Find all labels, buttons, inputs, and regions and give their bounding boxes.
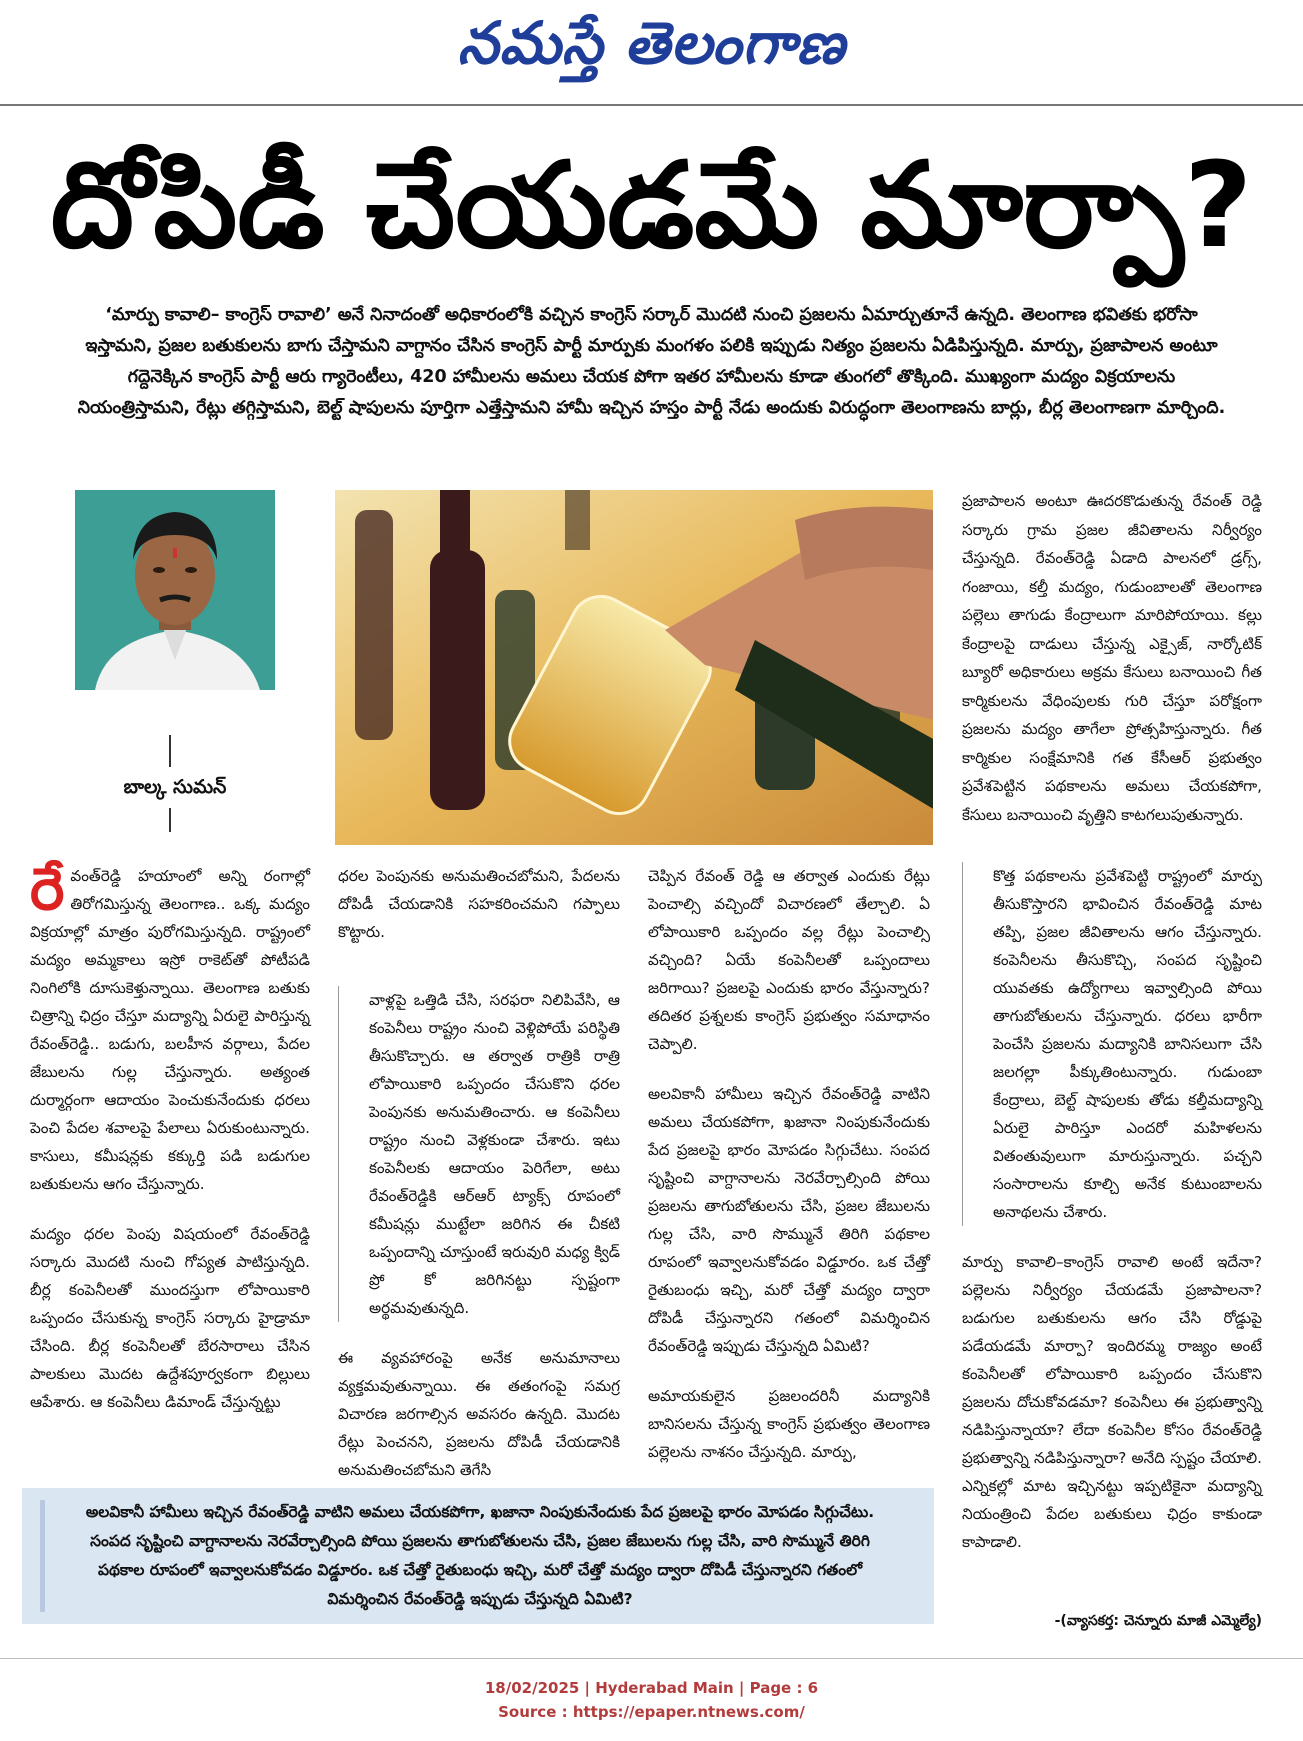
- byline-divider-top: [169, 735, 171, 767]
- col1-paragraph-1: వంత్‌రెడ్డి హయాంలో అన్ని రంగాల్లో తిరోగమిస్తున్న తెలంగాణ.. ఒక్క మద్యం విక్రయాల్లో మాత్రం పురోగమిస్తున్నది. రాష్ట్రంలో మద్యం అమ్మకాలు ఇస్రో రాకెట్‌తో పోటీపడి నింగిలోకి దూసుకెళ్తున్నాయి. తెలంగాణ బతుకు చిత్రాన్ని ఛిద్రం చేస్తూ మద్యాన్ని ఏరులై పారిస్తున్న రేవంత్‌రెడ్డి.. బడుగు, బలహీన వర్గాలు, పేదల జేబులను గుల్ల చేస్తున్నారు. అత్యంత దుర్మార్గంగా ఆదాయం పెంచుకునేందుకు ధరలు పెంచి పేదల శవాలపై పేలాలు ఏరుకుంటున్నారు. కాసులు, కమీషన్లకు కక్కుర్తి పడి బడుగుల బతుకులను ఆగం చేస్తున్నారు.: [30, 867, 310, 1193]
- col1-paragraph-2: మద్యం ధరల పెంపు విషయంలో రేవంత్‌రెడ్డి సర్కారు మొదటి నుంచి గోప్యత పాటిస్తున్నది. బీర్ల కంపెనీలతో ముందస్తుగా లోపాయికారి ఒప్పందం చేసుకున్న కాంగ్రెస్ సర్కారు హైడ్రామా చేసింది. బీర్ల కంపెనీలతో బేరసారాలు చేసిన పాలకులు మొదట ఉద్దేశపూర్వకంగా బిల్లులు ఆపేశారు. ఆ కంపెనీలు డిమాండ్ చేస్తున్నట్టు: [30, 1225, 310, 1411]
- column-4: [962, 862, 1262, 1556]
- col2-paragraph-1: ధరల పెంపునకు అనుమతించబోమని, పేదలను దోపిడీ చేయడానికి సహకరించమని గప్పాలు కొట్టారు.: [338, 867, 620, 941]
- column-3: [648, 862, 930, 1466]
- col2-paragraph-3: ఈ వ్యవహారంపై అనేక అనుమానాలు వ్యక్తమవుతున్నాయి. ఈ తతంగంపై సమగ్ర విచారణ జరగాల్సిన అవసరం ఉన్నది. మొదట రేట్లు పెంచనని, ప్రజలను దోపిడీ చేయడానికి అనుమతించబోమని తెగేసి: [338, 1349, 620, 1479]
- pullquote-text: అలవికానీ హామీలు ఇచ్చిన రేవంత్‌రెడ్డి వాటిని అమలు చేయకపోగా, ఖజానా నింపుకునేందుకు పేద ప్రజలపై భారం మోపడం సిగ్గుచేటు. సంపద సృష్టించి వాగ్దానాలను నెరవేర్చాల్సింది పోయి ప్రజలను తాగుబోతులను చేసి, ప్రజల జేబులను గుల్ల చేసి, వారి సొమ్మునే తిరిగి పథకాల రూపంలో ఇవ్వాలనుకోవడం విడ్డూరం. ఒక చేత్తో రైతుబంధు ఇచ్చి, మరో చేత్తో మద్యం ద్వారా దోపిడీ చేస్తున్నారని గతంలో విమర్శించిన రేవంత్‌రెడ్డి ఇప్పుడు చేస్తున్నది ఏమిటి?: [85, 1503, 875, 1608]
- dropcap: రే: [30, 855, 65, 923]
- col4-top-paragraph: ప్రజాపాలన అంటూ ఊదరకొడుతున్న రేవంత్ రెడ్డి సర్కారు గ్రామ ప్రజల జీవితాలను నిర్వీర్యం చేస్తున్నది. రేవంత్‌రెడ్డి ఏడాది పాలనలో డ్రగ్స్, గంజాయి, కల్తీ మద్యం, గుడుంబాలతో తెలంగాణ పల్లెలు తాగుడు కేంద్రాలుగా మారిపోయాయి. కల్లు కేంద్రాలపై దాడులు చేస్తున్న ఎక్సైజ్, నార్కోటిక్ బ్యూరో అధికారులు అక్రమ కేసులు బనాయించి గీత కార్మికులను వేధింపులకు గురి చేస్తూ పరోక్షంగా ప్రజలను మద్యం తాగేలా ప్రోత్సహిస్తున్నారు. గీత కార్మికుల సంక్షేమానికి గత కేసీఆర్ ప్రభుత్వం ప్రవేశపెట్టిన పథకాలను అమలు చేయకపోగా, కేసులు బనాయించి వృత్తిని కాటగలుపుతున్నారు.: [962, 492, 1262, 824]
- col3-paragraph-1: చెప్పిన రేవంత్ రెడ్డి ఆ తర్వాత ఎందుకు రేట్లు పెంచాల్సి వచ్చిందో విచారణలో తేల్చాలి. ఏ లోపాయికారి ఒప్పందం వల్ల రేట్లు పెంచాల్సి వచ్చింది? ఏయే కంపెనీలతో ఒప్పందాలు జరిగాయి? ప్రజలపై ఎందుకు భారం వేస్తున్నారు? తదితర ప్రశ్నలకు కాంగ్రెస్ ప్రభుత్వం సమాధానం చెప్పాలి.: [648, 867, 930, 1053]
- headline-block: [20, 125, 1283, 285]
- bottom-divider: [0, 1658, 1303, 1659]
- top-divider: [0, 104, 1303, 106]
- byline: బాల్క సుమన్: [123, 776, 227, 798]
- pullquote-accent: [40, 1500, 45, 1612]
- column-4-top: [962, 487, 1262, 829]
- column-1: [30, 855, 310, 1416]
- main-photo: [335, 490, 933, 845]
- col3-paragraph-3: అమాయకులైన ప్రజలందరినీ మద్యానికి బానిసలను చేస్తున్న కాంగ్రెస్ ప్రభుత్వం తెలంగాణ పల్లెలను నాశనం చేస్తున్నది. మార్పు,: [648, 1387, 930, 1461]
- col2-paragraph-2: వాళ్లపై ఒత్తిడి చేసి, సరఫరా నిలిపివేసి, ఆ కంపెనీలు రాష్ట్రం నుంచి వెళ్లిపోయే పరిస్థితి తీసుకొచ్చారు. ఆ తర్వాత రాత్రికి రాత్రి లోపాయికారి ఒప్పందం చేసుకొని ధరల పెంపునకు అనుమతించారు. ఆ కంపెనీలు రాష్ట్రం నుంచి వెళ్లకుండా చేశారు. ఇటు కంపెనీలకు ఆదాయం పెరిగేలా, అటు రేవంత్‌రెడ్డికి ఆర్‌ఆర్ ట్యాక్స్ రూపంలో కమీషన్లు ముట్టేలా జరిగిన ఈ చీకటి ఒప్పందాన్ని చూస్తుంటే ఇరువురి మధ్య క్విడ్ ప్రో కో జరిగినట్టు స్పష్టంగా అర్థమవుతున్నది.: [338, 986, 620, 1322]
- column-2: [338, 862, 620, 1484]
- byline-divider-bottom: [169, 808, 171, 832]
- masthead: [0, 0, 1303, 100]
- headline: దోపిడీ చేయడమే మార్పా?: [50, 136, 1253, 274]
- col4-paragraph-2: మార్పు కావాలి–కాంగ్రెస్ రావాలి అంటే ఇదేనా? పల్లెలను నిర్వీర్యం చేయడమే ప్రజాపాలనా? బడుగుల బతుకులను ఆగం చేసి రోడ్డుపై పడేయడమే మార్పా? ఇందిరమ్మ రాజ్యం అంటే కంపెనీలతో లోపాయికారి ఒప్పందం చేసుకొని ప్రజలను దోచుకోవడమా? కంపెనీలు ఈ ప్రభుత్వాన్ని నడిపిస్తున్నాయా? లేదా కంపెనీల కోసం రేవంత్‌రెడ్డి ప్రభుత్వాన్ని నడిపిస్తున్నారా? అనేది స్పష్టం చేయాలి. ఎన్నికల్లో మాట ఇచ్చినట్టు ఇప్పటికైనా మద్యాన్ని నియంత్రించి పేదల బతుకులు ఛిద్రం కాకుండా కాపాడాలి.: [962, 1253, 1262, 1551]
- masthead-title: నమస్తే తెలంగాణ: [457, 8, 846, 77]
- footer-date-edition: 18/02/2025 | Hyderabad Main | Page : 6: [484, 1679, 819, 1697]
- footer-source[interactable]: Source : https://epaper.ntnews.com/: [498, 1703, 805, 1721]
- intro-paragraph: ‘మార్పు కావాలి– కాంగ్రెస్ రావాలి’ అనే నినాదంతో అధికారంలోకి వచ్చిన కాంగ్రెస్ సర్కార్ మొదటి నుంచి ప్రజలను ఏమార్చుతూనే ఉన్నది. తెలంగాణ భవితకు భరోసా ఇస్తామని, ప్రజల బతుకులను బాగు చేస్తామని వాగ్దానం చేసిన కాంగ్రెస్ పార్టీ మార్పుకు మంగళం పలికి ఇప్పుడు నిత్యం ప్రజలను ఏడిపిస్తున్నది. మార్పు, ప్రజాపాలన అంటూ గద్దెనెక్కిన కాంగ్రెస్ పార్టీ ఆరు గ్యారెంటీలు, 420 హామీలను అమలు చేయక పోగా ఇతర హామీలను కూడా తుంగలో తొక్కింది. ముఖ్యంగా మద్యం విక్రయాలను నియంత్రిస్తామని, రేట్లు తగ్గిస్తామని, బెల్ట్ షాపులను పూర్తిగా ఎత్తేస్తామని హామీ ఇచ్చిన హస్తం పార్టీ నేడు అందుకు విరుద్ధంగా తెలంగాణను బార్లు, బీర్ల తెలంగాణగా మార్చింది.: [77, 305, 1226, 418]
- author-note: -(వ్యాసకర్త: చెన్నూరు మాజీ ఎమ్మెల్యే): [1054, 1613, 1262, 1629]
- col4-paragraph-1: కొత్త పథకాలను ప్రవేశపెట్టి రాష్ట్రంలో మార్పు తీసుకొస్తారని భావించిన రేవంత్‌రెడ్డి మాట తప్పి, ప్రజల జీవితాలను ఆగం చేస్తున్నారు. కంపెనీలను తీసుకొచ్చి, సంపద సృష్టించి యువతకు ఉద్యోగాలు ఇవ్వాల్సింది పోయి తాగుబోతులను చేస్తున్నారు. ధరలు భారీగా పెంచేసి ప్రజలను మద్యానికి బానిసలుగా చేసి జలగల్లా పీక్కుతింటున్నారు. గుడుంబా కేంద్రాలు, బెల్ట్ షాపులకు తోడు కల్తీమద్యాన్ని ఏరులై పారిస్తూ ఎందరో మహిళలను వితంతువులుగా మారుస్తున్నారు. పచ్చని సంసారాలను కూల్చి అనేక కుటుంబాలను అనాథలను చేశారు.: [962, 862, 1262, 1226]
- col3-paragraph-2: అలవికానీ హామీలు ఇచ్చిన రేవంత్‌రెడ్డి వాటిని అమలు చేయకపోగా, ఖజానా నింపుకునేందుకు పేద ప్రజలపై భారం మోపడం సిగ్గుచేటు. సంపద సృష్టించి వాగ్దానాలను నెరవేర్చాల్సింది పోయి ప్రజలను తాగుబోతులను చేసి, ప్రజల జేబులను గుల్ల చేసి, వారి సొమ్మునే తిరిగి పథకాల రూపంలో ఇవ్వాలనుకోవడం విడ్డూరం. ఒక చేత్తో రైతుబంధు ఇచ్చి, మరో చేత్తో మద్యం ద్వారా దోపిడీ చేస్తున్నారని గతంలో విమర్శించిన రేవంత్‌రెడ్డి ఇప్పుడు చేస్తున్నది ఏమిటి?: [648, 1085, 930, 1355]
- author-photo: [75, 490, 275, 690]
- footer: [0, 1676, 1303, 1724]
